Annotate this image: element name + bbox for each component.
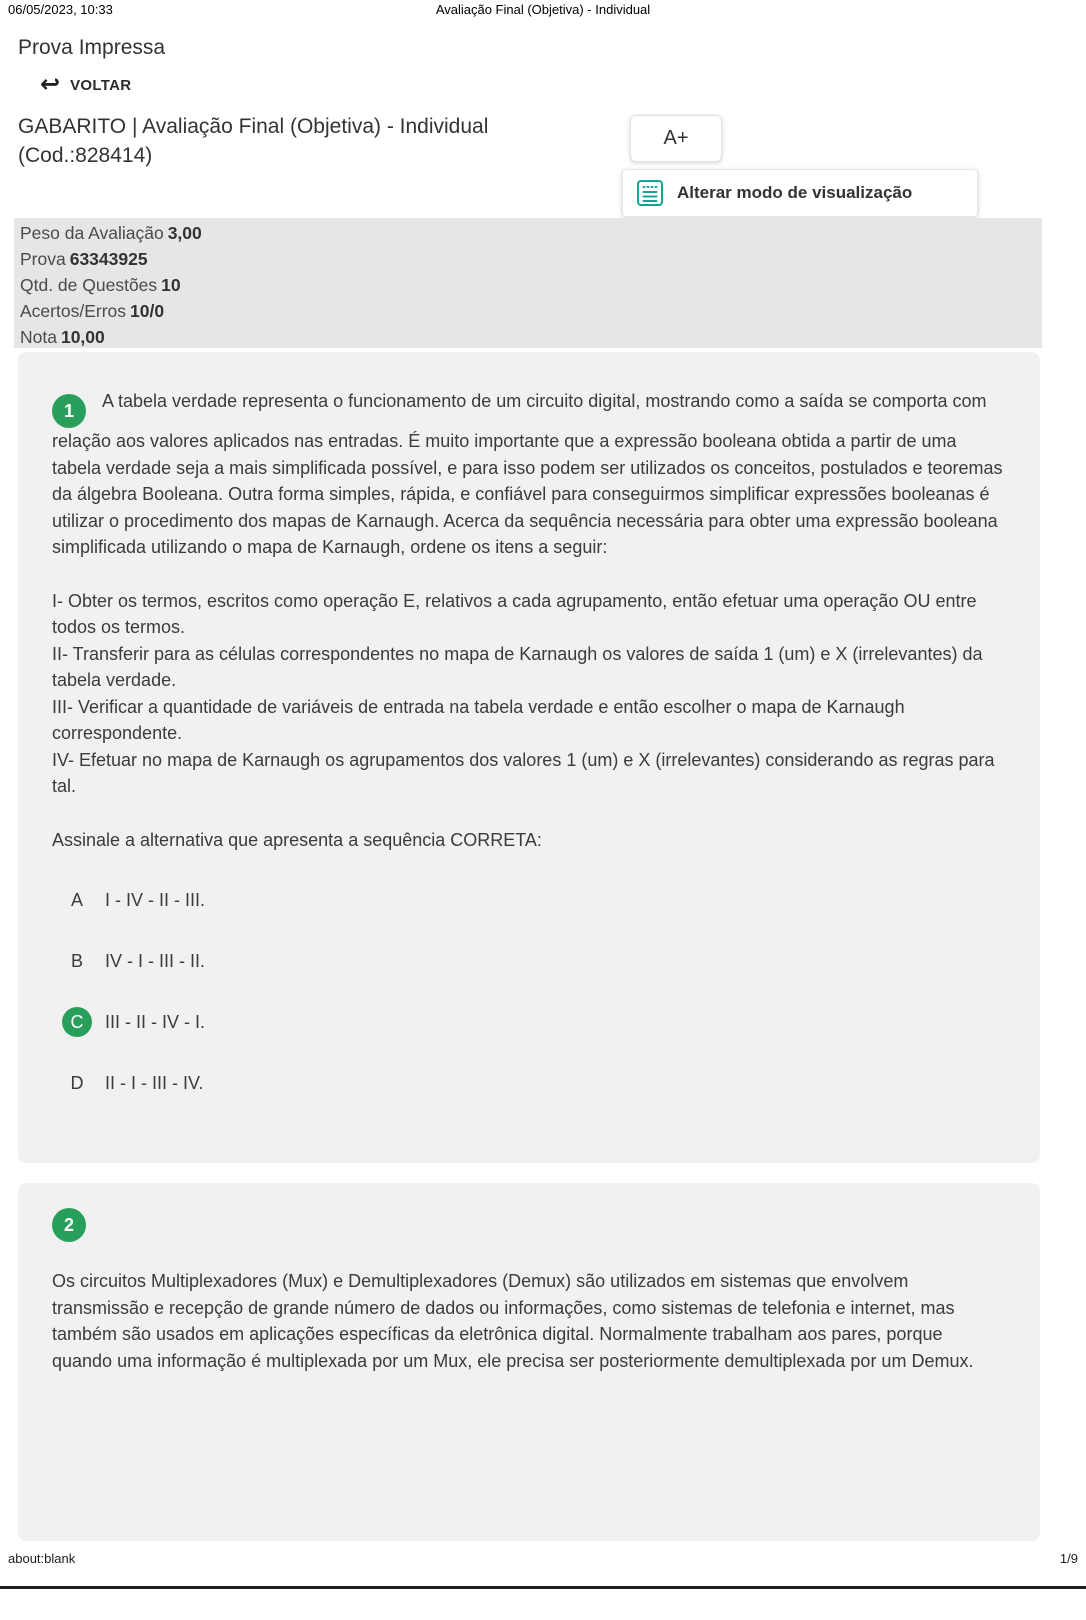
info-label: Acertos/Erros xyxy=(20,301,126,321)
print-doc-title: Avaliação Final (Objetiva) - Individual xyxy=(435,2,651,17)
info-label: Qtd. de Questões xyxy=(20,275,158,295)
print-header xyxy=(0,2,1086,20)
back-button-label: VOLTAR xyxy=(70,76,132,94)
question-2-intro: Os circuitos Multiplexadores (Mux) e Demultiplexadores (Demux) são utilizados em sistemas que envolvem transmissão e recepção de grande número de dados ou informações, como sistemas de telefonia e internet, mas também são usados em aplicações específicas da eletrônica digital. Normalmente trabalham aos pares, porque quando uma informação é multiplexada por um Mux, ele precisa ser posteriormente demultiplexada por um Demux. xyxy=(52,1271,974,1371)
info-label: Nota xyxy=(20,327,57,347)
exam-heading-line2: (Cod.:828414) xyxy=(18,144,153,167)
question-item: I- Obter os termos, escritos como operação E, relativos a cada agrupamento, então efetuar uma operação OU entre todos os termos. xyxy=(52,590,977,638)
option-a xyxy=(52,885,1006,915)
page-bottom-border xyxy=(0,1586,1086,1589)
footer-page-number: 1/9 xyxy=(1059,1551,1078,1566)
question-item: II- Transferir para as células correspondentes no mapa de Karnaugh os valores de saída 1 (um) e X (irrelevantes) da tabela verdade. xyxy=(52,643,983,691)
option-text: II - I - III - IV. xyxy=(105,1072,204,1093)
back-button[interactable] xyxy=(40,71,132,98)
exam-info-row xyxy=(20,298,1042,324)
footer-url: about:blank xyxy=(8,1551,76,1566)
info-value: 63343925 xyxy=(69,249,148,269)
question-item: IV- Efetuar no mapa de Karnaugh os agrupamentos dos valores 1 (um) e X (irrelevantes) considerando as regras para tal. xyxy=(52,749,995,797)
back-arrow-icon: ↩ xyxy=(40,71,61,98)
info-value: 10/0 xyxy=(130,301,165,321)
option-letter: A xyxy=(70,889,83,910)
question-item: III- Verificar a quantidade de variáveis de entrada na tabela verdade e então escolher o mapa de Karnaugh correspondente. xyxy=(52,696,905,744)
correct-answer-badge: C xyxy=(62,1007,92,1037)
exam-heading xyxy=(18,112,618,170)
option-letter: B xyxy=(70,950,83,971)
question-1-intro xyxy=(52,388,1006,561)
question-card-1 xyxy=(18,352,1040,1163)
info-label: Prova xyxy=(20,249,66,269)
question-number-badge: 2 xyxy=(52,1208,86,1242)
question-1-items xyxy=(52,588,1006,800)
exam-info-row xyxy=(20,324,1042,350)
question-number-badge: 1 xyxy=(52,394,86,428)
option-letter: D xyxy=(70,1072,84,1093)
question-1-options xyxy=(52,885,1006,1098)
option-text: I - IV - II - III. xyxy=(105,889,206,910)
option-text: IV - I - III - II. xyxy=(105,950,206,971)
option-b xyxy=(52,946,1006,976)
print-datetime: 06/05/2023, 10:33 xyxy=(8,2,113,17)
exam-heading-line1: GABARITO | Avaliação Final (Objetiva) - Individual xyxy=(18,115,489,138)
exam-info-bar xyxy=(14,218,1042,348)
exam-info-row xyxy=(20,272,1042,298)
info-value: 10 xyxy=(161,275,181,295)
question-card-2 xyxy=(18,1183,1040,1541)
option-d xyxy=(52,1068,1006,1098)
exam-info-row xyxy=(20,220,1042,246)
page-title: Prova Impressa xyxy=(18,36,166,59)
info-label: Peso da Avaliação xyxy=(20,223,164,243)
print-footer xyxy=(8,1551,1078,1566)
view-mode-button[interactable] xyxy=(622,169,978,217)
info-value: 10,00 xyxy=(60,327,105,347)
exam-info-row xyxy=(20,246,1042,272)
view-mode-icon xyxy=(635,178,665,208)
option-c-correct xyxy=(52,1007,1006,1037)
question-1-intro-text: A tabela verdade representa o funcionamento de um circuito digital, mostrando como a saída se comporta com relação aos valores aplicados nas entradas. É muito importante que a expressão booleana obtida a partir de uma tabela verdade seja a mais simplificada possível, e para isso podem ser utilizados os conceitos, postulados e teoremas da álgebra Booleana. Outra forma simples, rápida, e confiável para conseguirmos simplificar expressões booleanas é utilizar o procedimento dos mapas de Karnaugh. Acerca da sequência necessária para obter uma expressão booleana simplificada utilizando o mapa de Karnaugh, ordene os itens a seguir: xyxy=(52,391,1003,558)
view-mode-label: Alterar modo de visualização xyxy=(677,183,913,202)
option-text: III - II - IV - I. xyxy=(105,1011,206,1032)
font-size-button[interactable]: A+ xyxy=(630,115,722,162)
question-1-prompt: Assinale a alternativa que apresenta a sequência CORRETA: xyxy=(52,829,542,850)
info-value: 3,00 xyxy=(167,223,202,243)
